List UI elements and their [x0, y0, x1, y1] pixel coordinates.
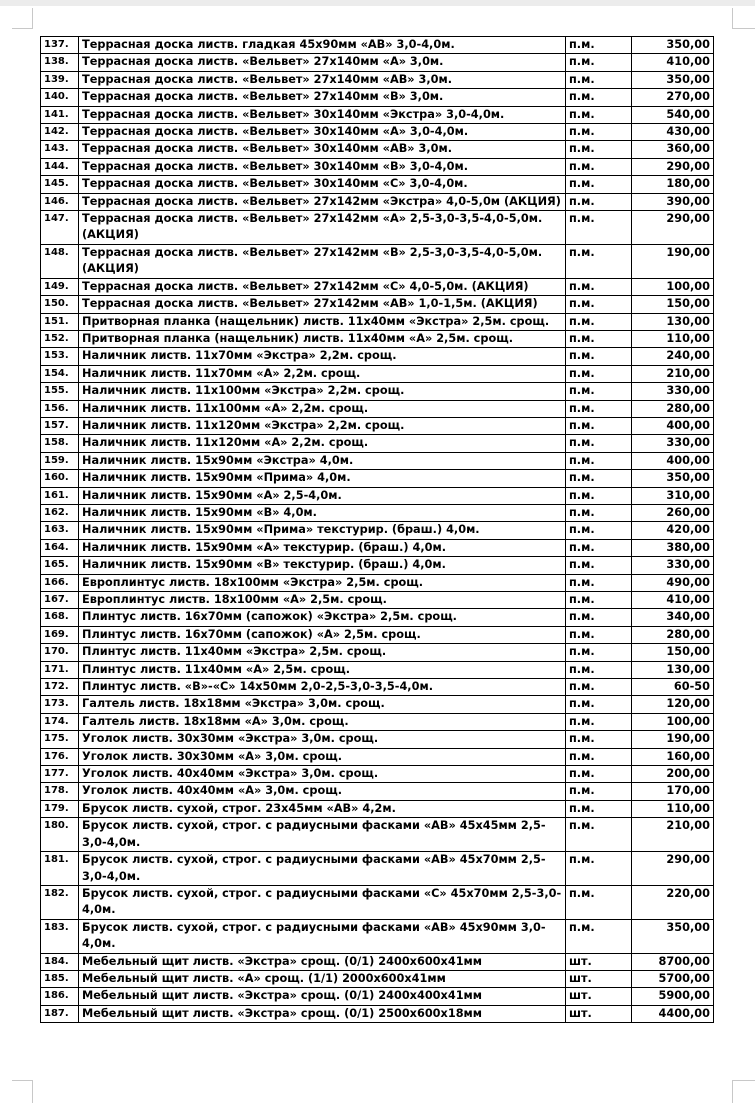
table-row	[41, 37, 714, 54]
unit-of-measure: п.м.	[566, 330, 632, 347]
product-name: Брусок листв. сухой, строг. с радиусными фасками «АВ» 45х70мм 2,5-3,0-4,0м.	[79, 852, 566, 886]
unit-of-measure: п.м.	[566, 89, 632, 106]
product-name: Наличник листв. 15х90мм «Экстра» 4,0м.	[79, 452, 566, 469]
row-number: 180.	[41, 818, 79, 852]
price-value: 100,00	[632, 278, 714, 295]
price-value: 220,00	[632, 885, 714, 919]
price-value: 290,00	[632, 852, 714, 886]
product-name: Наличник листв. 15х90мм «Прима» текстурир. (браш.) 4,0м.	[79, 522, 566, 539]
product-name: Брусок листв. сухой, строг. с радиусными фасками «АВ» 45х45мм 2,5-3,0-4,0м.	[79, 818, 566, 852]
row-number: 162.	[41, 504, 79, 521]
unit-of-measure: п.м.	[566, 713, 632, 730]
product-name: Плинтус листв. 11х40мм «А» 2,5м. срощ.	[79, 661, 566, 678]
row-number: 173.	[41, 696, 79, 713]
product-name: Европлинтус листв. 18х100мм «Экстра» 2,5м. срощ.	[79, 574, 566, 591]
table-row	[41, 661, 714, 678]
price-value: 380,00	[632, 539, 714, 556]
unit-of-measure: п.м.	[566, 852, 632, 886]
price-value: 310,00	[632, 487, 714, 504]
table-row	[41, 731, 714, 748]
unit-of-measure: п.м.	[566, 644, 632, 661]
table-row	[41, 296, 714, 313]
product-name: Террасная доска листв. «Вельвет» 30х140мм «С» 3,0-4,0м.	[79, 176, 566, 193]
product-name: Европлинтус листв. 18х100мм «А» 2,5м. срощ.	[79, 592, 566, 609]
row-number: 139.	[41, 71, 79, 88]
unit-of-measure: шт.	[566, 953, 632, 970]
row-number: 147.	[41, 211, 79, 245]
product-name: Террасная доска листв. «Вельвет» 27х140мм «В» 3,0м.	[79, 89, 566, 106]
table-row	[41, 696, 714, 713]
price-value: 330,00	[632, 383, 714, 400]
table-row	[41, 679, 714, 696]
unit-of-measure: п.м.	[566, 748, 632, 765]
table-row	[41, 176, 714, 193]
price-value: 260,00	[632, 504, 714, 521]
crop-mark-bottom-right-v	[732, 1080, 733, 1103]
price-value: 350,00	[632, 37, 714, 54]
price-value: 430,00	[632, 124, 714, 141]
price-value: 290,00	[632, 158, 714, 175]
price-value: 350,00	[632, 71, 714, 88]
unit-of-measure: шт.	[566, 1005, 632, 1022]
table-row	[41, 800, 714, 817]
unit-of-measure: п.м.	[566, 37, 632, 54]
table-row	[41, 626, 714, 643]
price-value: 160,00	[632, 748, 714, 765]
row-number: 144.	[41, 158, 79, 175]
table-row	[41, 953, 714, 970]
price-value: 5700,00	[632, 970, 714, 987]
table-row	[41, 885, 714, 919]
table-row	[41, 713, 714, 730]
price-list-body	[41, 37, 714, 1023]
table-row	[41, 988, 714, 1005]
price-value: 150,00	[632, 296, 714, 313]
unit-of-measure: п.м.	[566, 124, 632, 141]
table-row	[41, 818, 714, 852]
product-name: Наличник листв. 15х90мм «В» текстурир. (браш.) 4,0м.	[79, 557, 566, 574]
product-name: Уголок листв. 30х30мм «Экстра» 3,0м. срощ.	[79, 731, 566, 748]
product-name: Притворная планка (нащельник) листв. 11х40мм «А» 2,5м. срощ.	[79, 330, 566, 347]
unit-of-measure: п.м.	[566, 800, 632, 817]
unit-of-measure: п.м.	[566, 383, 632, 400]
unit-of-measure: п.м.	[566, 71, 632, 88]
unit-of-measure: п.м.	[566, 731, 632, 748]
product-name: Брусок листв. сухой, строг. 23х45мм «АВ» 4,2м.	[79, 800, 566, 817]
table-row	[41, 383, 714, 400]
row-number: 145.	[41, 176, 79, 193]
price-value: 390,00	[632, 193, 714, 210]
table-row	[41, 574, 714, 591]
table-row	[41, 365, 714, 382]
table-row	[41, 158, 714, 175]
product-name: Плинтус листв. 11х40мм «Экстра» 2,5м. срощ.	[79, 644, 566, 661]
crop-mark-bottom-right-h	[732, 1080, 755, 1081]
price-value: 270,00	[632, 89, 714, 106]
unit-of-measure: п.м.	[566, 661, 632, 678]
unit-of-measure: п.м.	[566, 158, 632, 175]
price-value: 350,00	[632, 919, 714, 953]
price-value: 130,00	[632, 661, 714, 678]
unit-of-measure: п.м.	[566, 417, 632, 434]
price-value: 190,00	[632, 244, 714, 278]
unit-of-measure: п.м.	[566, 783, 632, 800]
product-name: Террасная доска листв. «Вельвет» 27х142мм «АВ» 1,0-1,5м. (АКЦИЯ)	[79, 296, 566, 313]
product-name: Террасная доска листв. «Вельвет» 30х140мм «АВ» 3,0м.	[79, 141, 566, 158]
row-number: 171.	[41, 661, 79, 678]
unit-of-measure: п.м.	[566, 522, 632, 539]
row-number: 156.	[41, 400, 79, 417]
unit-of-measure: п.м.	[566, 885, 632, 919]
table-row	[41, 919, 714, 953]
unit-of-measure: п.м.	[566, 296, 632, 313]
row-number: 152.	[41, 330, 79, 347]
unit-of-measure: п.м.	[566, 818, 632, 852]
product-name: Наличник листв. 15х90мм «А» 2,5-4,0м.	[79, 487, 566, 504]
product-name: Притворная планка (нащельник) листв. 11х40мм «Экстра» 2,5м. срощ.	[79, 313, 566, 330]
product-name: Мебельный щит листв. «Экстра» срощ. (0/1) 2400х600х41мм	[79, 953, 566, 970]
crop-mark-top-right-v	[732, 8, 733, 28]
price-value: 410,00	[632, 592, 714, 609]
row-number: 187.	[41, 1005, 79, 1022]
row-number: 168.	[41, 609, 79, 626]
table-row	[41, 330, 714, 347]
price-value: 100,00	[632, 713, 714, 730]
row-number: 142.	[41, 124, 79, 141]
row-number: 148.	[41, 244, 79, 278]
table-row	[41, 487, 714, 504]
row-number: 159.	[41, 452, 79, 469]
unit-of-measure: п.м.	[566, 504, 632, 521]
table-row	[41, 278, 714, 295]
table-row	[41, 470, 714, 487]
unit-of-measure: п.м.	[566, 141, 632, 158]
row-number: 186.	[41, 988, 79, 1005]
unit-of-measure: п.м.	[566, 592, 632, 609]
unit-of-measure: п.м.	[566, 435, 632, 452]
table-row	[41, 313, 714, 330]
product-name: Террасная доска листв. «Вельвет» 27х140мм «А» 3,0м.	[79, 54, 566, 71]
row-number: 177.	[41, 766, 79, 783]
price-value: 330,00	[632, 557, 714, 574]
unit-of-measure: п.м.	[566, 365, 632, 382]
table-row	[41, 89, 714, 106]
table-row	[41, 193, 714, 210]
row-number: 149.	[41, 278, 79, 295]
unit-of-measure: п.м.	[566, 539, 632, 556]
product-name: Террасная доска листв. «Вельвет» 30х140мм «А» 3,0-4,0м.	[79, 124, 566, 141]
product-name: Наличник листв. 11х70мм «А» 2,2м. срощ.	[79, 365, 566, 382]
row-number: 181.	[41, 852, 79, 886]
row-number: 185.	[41, 970, 79, 987]
price-value: 340,00	[632, 609, 714, 626]
table-row	[41, 124, 714, 141]
unit-of-measure: п.м.	[566, 176, 632, 193]
row-number: 176.	[41, 748, 79, 765]
unit-of-measure: п.м.	[566, 400, 632, 417]
crop-mark-bottom-left-h	[12, 1080, 33, 1081]
price-value: 240,00	[632, 348, 714, 365]
unit-of-measure: п.м.	[566, 919, 632, 953]
row-number: 169.	[41, 626, 79, 643]
product-name: Террасная доска листв. «Вельвет» 27х140мм «АВ» 3,0м.	[79, 71, 566, 88]
table-row	[41, 452, 714, 469]
row-number: 165.	[41, 557, 79, 574]
table-row	[41, 852, 714, 886]
product-name: Мебельный щит листв. «А» срощ. (1/1) 2000х600х41мм	[79, 970, 566, 987]
price-value: 280,00	[632, 626, 714, 643]
unit-of-measure: п.м.	[566, 557, 632, 574]
price-value: 410,00	[632, 54, 714, 71]
table-row	[41, 609, 714, 626]
price-value: 190,00	[632, 731, 714, 748]
unit-of-measure: п.м.	[566, 278, 632, 295]
table-row	[41, 592, 714, 609]
row-number: 146.	[41, 193, 79, 210]
product-name: Террасная доска листв. «Вельвет» 27х142мм «В» 2,5-3,0-3,5-4,0-5,0м. (АКЦИЯ)	[79, 244, 566, 278]
price-value: 180,00	[632, 176, 714, 193]
row-number: 137.	[41, 37, 79, 54]
row-number: 175.	[41, 731, 79, 748]
unit-of-measure: п.м.	[566, 54, 632, 71]
unit-of-measure: п.м.	[566, 487, 632, 504]
unit-of-measure: п.м.	[566, 211, 632, 245]
price-value: 330,00	[632, 435, 714, 452]
unit-of-measure: п.м.	[566, 609, 632, 626]
unit-of-measure: п.м.	[566, 679, 632, 696]
row-number: 164.	[41, 539, 79, 556]
unit-of-measure: п.м.	[566, 348, 632, 365]
table-row	[41, 54, 714, 71]
row-number: 166.	[41, 574, 79, 591]
table-row	[41, 211, 714, 245]
product-name: Террасная доска листв. «Вельвет» 30х140мм «В» 3,0-4,0м.	[79, 158, 566, 175]
table-row	[41, 522, 714, 539]
row-number: 182.	[41, 885, 79, 919]
row-number: 154.	[41, 365, 79, 382]
table-row	[41, 783, 714, 800]
row-number: 138.	[41, 54, 79, 71]
table-row	[41, 244, 714, 278]
price-value: 490,00	[632, 574, 714, 591]
crop-mark-bottom-left-v	[32, 1080, 33, 1103]
product-name: Плинтус листв. 16х70мм (сапожок) «А» 2,5м. срощ.	[79, 626, 566, 643]
product-name: Уголок листв. 40х40мм «А» 3,0м. срощ.	[79, 783, 566, 800]
price-value: 130,00	[632, 313, 714, 330]
table-row	[41, 71, 714, 88]
price-value: 290,00	[632, 211, 714, 245]
table-row	[41, 400, 714, 417]
price-value: 540,00	[632, 106, 714, 123]
price-value: 210,00	[632, 818, 714, 852]
table-row	[41, 1005, 714, 1022]
price-value: 4400,00	[632, 1005, 714, 1022]
unit-of-measure: п.м.	[566, 106, 632, 123]
table-row	[41, 504, 714, 521]
product-name: Наличник листв. 15х90мм «Прима» 4,0м.	[79, 470, 566, 487]
product-name: Брусок листв. сухой, строг. с радиусными фасками «С» 45х70мм 2,5-3,0-4,0м.	[79, 885, 566, 919]
price-value: 150,00	[632, 644, 714, 661]
table-row	[41, 417, 714, 434]
price-value: 280,00	[632, 400, 714, 417]
table-row	[41, 644, 714, 661]
row-number: 163.	[41, 522, 79, 539]
price-value: 110,00	[632, 800, 714, 817]
page-top-edge	[0, 0, 755, 6]
product-name: Плинтус листв. 16х70мм (сапожок) «Экстра» 2,5м. срощ.	[79, 609, 566, 626]
price-value: 120,00	[632, 696, 714, 713]
crop-mark-top-left-h	[12, 28, 33, 29]
product-name: Мебельный щит листв. «Экстра» срощ. (0/1) 2400х400х41мм	[79, 988, 566, 1005]
price-value: 8700,00	[632, 953, 714, 970]
unit-of-measure: п.м.	[566, 244, 632, 278]
product-name: Уголок листв. 30х30мм «А» 3,0м. срощ.	[79, 748, 566, 765]
unit-of-measure: п.м.	[566, 696, 632, 713]
table-row	[41, 766, 714, 783]
table-row	[41, 141, 714, 158]
table-row	[41, 106, 714, 123]
table-row	[41, 348, 714, 365]
price-value: 210,00	[632, 365, 714, 382]
price-value: 170,00	[632, 783, 714, 800]
price-value: 420,00	[632, 522, 714, 539]
product-name: Террасная доска листв. «Вельвет» 27х142мм «Экстра» 4,0-5,0м (АКЦИЯ)	[79, 193, 566, 210]
row-number: 160.	[41, 470, 79, 487]
product-name: Наличник листв. 11х100мм «Экстра» 2,2м. срощ.	[79, 383, 566, 400]
table-row	[41, 435, 714, 452]
row-number: 161.	[41, 487, 79, 504]
row-number: 183.	[41, 919, 79, 953]
table-row	[41, 539, 714, 556]
row-number: 157.	[41, 417, 79, 434]
price-value: 5900,00	[632, 988, 714, 1005]
row-number: 170.	[41, 644, 79, 661]
product-name: Галтель листв. 18х18мм «А» 3,0м. срощ.	[79, 713, 566, 730]
unit-of-measure: шт.	[566, 988, 632, 1005]
row-number: 141.	[41, 106, 79, 123]
unit-of-measure: п.м.	[566, 313, 632, 330]
unit-of-measure: шт.	[566, 970, 632, 987]
product-name: Уголок листв. 40х40мм «Экстра» 3,0м. срощ.	[79, 766, 566, 783]
price-value: 60-50	[632, 679, 714, 696]
product-name: Наличник листв. 11х120мм «А» 2,2м. срощ.	[79, 435, 566, 452]
price-value: 400,00	[632, 417, 714, 434]
product-name: Наличник листв. 15х90мм «А» текстурир. (браш.) 4,0м.	[79, 539, 566, 556]
product-name: Галтель листв. 18х18мм «Экстра» 3,0м. срощ.	[79, 696, 566, 713]
row-number: 155.	[41, 383, 79, 400]
price-list-table	[40, 36, 714, 1023]
product-name: Террасная доска листв. «Вельвет» 27х142мм «С» 4,0-5,0м. (АКЦИЯ)	[79, 278, 566, 295]
price-value: 200,00	[632, 766, 714, 783]
product-name: Террасная доска листв. гладкая 45х90мм «АВ» 3,0-4,0м.	[79, 37, 566, 54]
table-row	[41, 557, 714, 574]
crop-mark-top-right-h	[732, 28, 755, 29]
product-name: Наличник листв. 15х90мм «В» 4,0м.	[79, 504, 566, 521]
product-name: Плинтус листв. «В»-«С» 14х50мм 2,0-2,5-3,0-3,5-4,0м.	[79, 679, 566, 696]
row-number: 174.	[41, 713, 79, 730]
product-name: Наличник листв. 11х120мм «Экстра» 2,2м. срощ.	[79, 417, 566, 434]
row-number: 151.	[41, 313, 79, 330]
row-number: 179.	[41, 800, 79, 817]
unit-of-measure: п.м.	[566, 574, 632, 591]
row-number: 158.	[41, 435, 79, 452]
table-row	[41, 748, 714, 765]
product-name: Террасная доска листв. «Вельвет» 30х140мм «Экстра» 3,0-4,0м.	[79, 106, 566, 123]
price-value: 400,00	[632, 452, 714, 469]
crop-mark-top-left-v	[32, 8, 33, 28]
row-number: 153.	[41, 348, 79, 365]
row-number: 178.	[41, 783, 79, 800]
row-number: 140.	[41, 89, 79, 106]
price-value: 360,00	[632, 141, 714, 158]
product-name: Наличник листв. 11х70мм «Экстра» 2,2м. срощ.	[79, 348, 566, 365]
table-row	[41, 970, 714, 987]
product-name: Мебельный щит листв. «Экстра» срощ. (0/1) 2500х600х18мм	[79, 1005, 566, 1022]
unit-of-measure: п.м.	[566, 470, 632, 487]
unit-of-measure: п.м.	[566, 452, 632, 469]
price-value: 110,00	[632, 330, 714, 347]
price-value: 350,00	[632, 470, 714, 487]
row-number: 143.	[41, 141, 79, 158]
unit-of-measure: п.м.	[566, 766, 632, 783]
unit-of-measure: п.м.	[566, 193, 632, 210]
row-number: 167.	[41, 592, 79, 609]
product-name: Наличник листв. 11х100мм «А» 2,2м. срощ.	[79, 400, 566, 417]
product-name: Террасная доска листв. «Вельвет» 27х142мм «А» 2,5-3,0-3,5-4,0-5,0м. (АКЦИЯ)	[79, 211, 566, 245]
unit-of-measure: п.м.	[566, 626, 632, 643]
product-name: Брусок листв. сухой, строг. с радиусными фасками «АВ» 45х90мм 3,0-4,0м.	[79, 919, 566, 953]
row-number: 184.	[41, 953, 79, 970]
row-number: 172.	[41, 679, 79, 696]
row-number: 150.	[41, 296, 79, 313]
